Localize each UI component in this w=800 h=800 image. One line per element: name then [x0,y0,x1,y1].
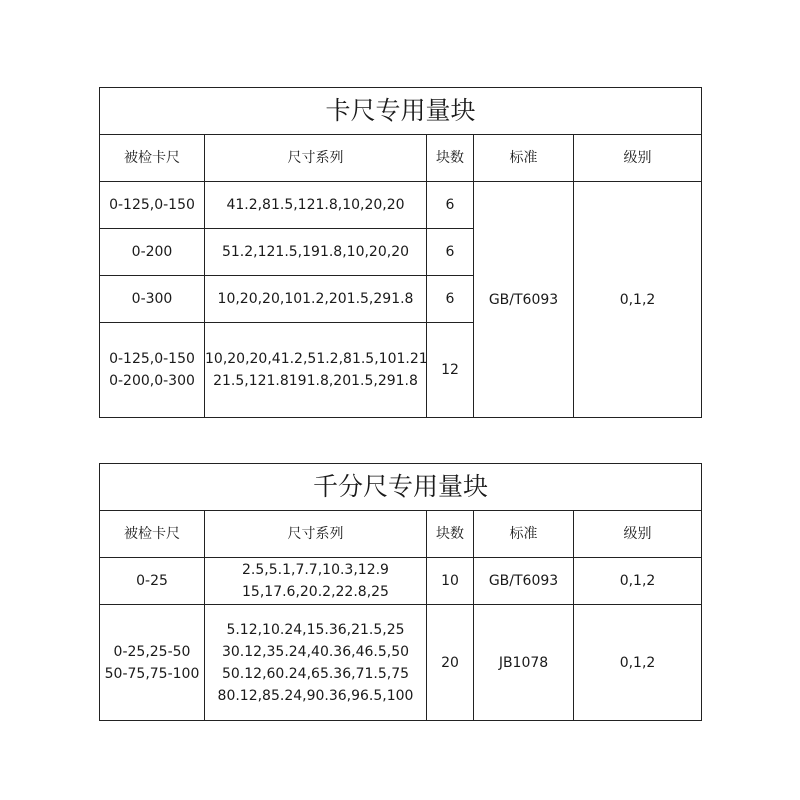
table-title: 卡尺专用量块 [100,88,702,135]
gauge-cell: 0-125,0-150 [100,182,205,229]
gauge-cell: 0-300 [100,276,205,323]
header-count: 块数 [427,511,474,558]
header-standard: 标准 [474,135,574,182]
table-row [100,182,702,229]
standard-cell: JB1078 [474,605,574,721]
header-grade: 级别 [574,135,702,182]
gauge-cell: 0-125,0-150 0-200,0-300 [100,323,205,418]
header-count: 块数 [427,135,474,182]
table-title-row [100,88,702,135]
caliper-gauge-block-table [99,87,702,418]
header-standard: 标准 [474,511,574,558]
count-cell: 6 [427,182,474,229]
sizes-cell: 51.2,121.5,191.8,10,20,20 [205,229,427,276]
grade-cell: 0,1,2 [574,182,702,418]
table-title: 千分尺专用量块 [100,464,702,511]
gauge-cell: 0-25 [100,558,205,605]
micrometer-gauge-block-table [99,463,702,721]
header-grade: 级别 [574,511,702,558]
header-sizes: 尺寸系列 [205,135,427,182]
grade-cell: 0,1,2 [574,558,702,605]
count-cell: 20 [427,605,474,721]
standard-cell: GB/T6093 [474,182,574,418]
header-gauge: 被检卡尺 [100,135,205,182]
gauge-cell: 0-25,25-50 50-75,75-100 [100,605,205,721]
sizes-cell: 5.12,10.24,15.36,21.5,25 30.12,35.24,40.36,46.5,50 50.12,60.24,65.36,71.5,75 80.12,85.24,90.36,96.5,100 [205,605,427,721]
header-sizes: 尺寸系列 [205,511,427,558]
table-header-row [100,511,702,558]
gauge-cell: 0-200 [100,229,205,276]
table-title-row [100,464,702,511]
sizes-cell: 2.5,5.1,7.7,10.3,12.9 15,17.6,20.2,22.8,25 [205,558,427,605]
sizes-cell: 41.2,81.5,121.8,10,20,20 [205,182,427,229]
table-row [100,558,702,605]
count-cell: 6 [427,229,474,276]
count-cell: 6 [427,276,474,323]
sizes-cell: 10,20,20,41.2,51.2,81.5,101.21 21.5,121.8191.8,201.5,291.8 [205,323,427,418]
sizes-cell: 10,20,20,101.2,201.5,291.8 [205,276,427,323]
count-cell: 10 [427,558,474,605]
standard-cell: GB/T6093 [474,558,574,605]
table-header-row [100,135,702,182]
count-cell: 12 [427,323,474,418]
table-row [100,605,702,721]
grade-cell: 0,1,2 [574,605,702,721]
header-gauge: 被检卡尺 [100,511,205,558]
